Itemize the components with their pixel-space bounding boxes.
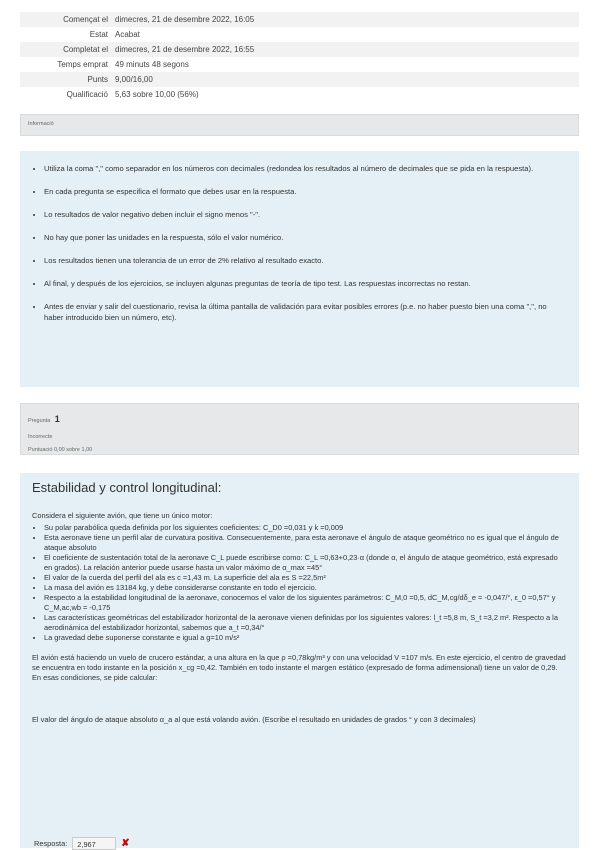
summary-value: dimecres, 21 de desembre 2022, 16:05 xyxy=(115,15,255,24)
question-state: Incorrecte xyxy=(28,434,53,440)
question-intro: Considera el siguiente avión, que tiene un único motor: xyxy=(32,511,213,520)
question-info xyxy=(20,403,579,455)
instruction-item: • En cada pregunta se especifica el formato que debes usar en la respuesta. xyxy=(44,186,563,197)
question-bullet: • Respecto a la estabilidad longitudinal de la aeronave, conocemos el valor de los siguientes parámetros: C_M,0 =0,5, dC_M,cg/dδ_e = -0,047/°, ε_0 =0,57° y C_M,ac,wb = -0,175 xyxy=(44,593,567,613)
info-header xyxy=(20,114,579,136)
question-bullet: • La gravedad debe suponerse constante e igual a g=10 m/s² xyxy=(44,633,567,643)
summary-label: Temps emprat xyxy=(57,60,108,69)
summary-label: Qualificació xyxy=(66,90,108,99)
summary-row xyxy=(20,12,579,27)
answer-row xyxy=(34,837,130,850)
question-paragraph: El avión está haciendo un vuelo de crucero estándar, a una altura en la que ρ =0,78kg/m³ y con una velocidad V =107 m/s. En este ejercicio, el centro de gravedad se encuentra en todo instante en la posición x_cg =0,42. También en todo instante el margen estático (expresado de forma adimensional) tiene un valor de 0,29. En esas condiciones, se pide calcular: xyxy=(32,653,566,682)
summary-label: Punts xyxy=(87,75,108,84)
summary-label: Completat el xyxy=(63,45,108,54)
answer-label: Resposta: xyxy=(34,838,68,848)
question-number: 1 xyxy=(54,414,60,424)
incorrect-icon: ✘ xyxy=(121,837,130,849)
instruction-item: • Al final, y después de los ejercicios, se incluyen algunas preguntas de teoría de tipo test. Las respuestas incorrectas no restan. xyxy=(44,278,563,289)
summary-row xyxy=(20,42,579,57)
instruction-item: • Los resultados tienen una tolerancia de un error de 2% relativo al resultado exacto. xyxy=(44,255,563,266)
question-bullet: • Su polar parabólica queda definida por los siguientes coeficientes: C_D0 =0,031 y k =0,009 xyxy=(44,523,567,533)
summary-row xyxy=(20,27,579,42)
question-content xyxy=(20,473,579,848)
summary-value: 5,63 sobre 10,00 (56%) xyxy=(115,90,199,99)
question-ask: El valor del ángulo de ataque absoluto α_a al que está volando avión. (Escribe el resultado en unidades de grados ° y con 3 decimales) xyxy=(32,715,476,724)
info-label: Informació xyxy=(28,121,54,127)
summary-value: 49 minuts 48 segons xyxy=(115,60,189,69)
instruction-item: • Antes de enviar y salir del cuestionario, revisa la última pantalla de validación para evitar posibles errores (p.e. no haber puesto bien una coma ",", no haber introducido bien un número, etc). xyxy=(44,301,563,323)
summary-value: 9,00/16,00 xyxy=(115,75,153,84)
summary-label: Començat el xyxy=(63,15,108,24)
summary-value: dimecres, 21 de desembre 2022, 16:55 xyxy=(115,45,255,54)
question-prefix: Pregunta xyxy=(28,418,51,424)
summary-row xyxy=(20,72,579,87)
question-bullet: • La masa del avión es 13184 kg, y debe considerarse constante en todo el ejercicio. xyxy=(44,583,567,593)
instruction-item: • Lo resultados de valor negativo deben incluir el signo menos "-". xyxy=(44,209,563,220)
question-bullets xyxy=(32,523,567,643)
question-bullet: • Las características geométricas del estabilizador horizontal de la aeronave vienen definidas por los siguientes valores: l_t =5,8 m, S_t =3,2 m². Respecto a la aerodinámica del estabilizador horizontal, sabemos que a_t =0,34/° xyxy=(44,613,567,633)
instruction-item: • No hay que poner las unidades en la respuesta, sólo el valor numérico. xyxy=(44,232,563,243)
question-bullet: • El coeficiente de sustentación total de la aeronave C_L puede escribirse como: C_L =0,63+0,23·α (donde α, el ángulo de ataque geométrico, está expresado en grados). La relación anterior puede usarse hasta un valor máximo de α_max =45° xyxy=(44,553,567,573)
question-bullet: • El valor de la cuerda del perfil del ala es c =1,43 m. La superficie del ala es S =22,5m² xyxy=(44,573,567,583)
answer-input[interactable]: 2,967 xyxy=(72,837,116,850)
summary-row xyxy=(20,87,579,102)
summary-row xyxy=(20,57,579,72)
summary-value: Acabat xyxy=(115,30,140,39)
question-title: Estabilidad y control longitudinal: xyxy=(32,480,222,495)
question-bullet: • Esta aeronave tiene un perfil alar de curvatura positiva. Consecuentemente, para esta aeronave el ángulo de ataque geométrico no es igual que el ángulo de ataque absoluto xyxy=(44,533,567,553)
instructions-list xyxy=(20,151,579,323)
instructions-panel xyxy=(20,151,579,387)
attempt-summary xyxy=(20,12,579,102)
question-grade: Puntuació 0,00 sobre 1,00 xyxy=(28,447,93,453)
instruction-item: • Utiliza la coma "," como separador en los números con decimales (redondea los resultados al número de decimales que se pida en la respuesta). xyxy=(44,163,563,174)
summary-label: Estat xyxy=(89,30,108,39)
